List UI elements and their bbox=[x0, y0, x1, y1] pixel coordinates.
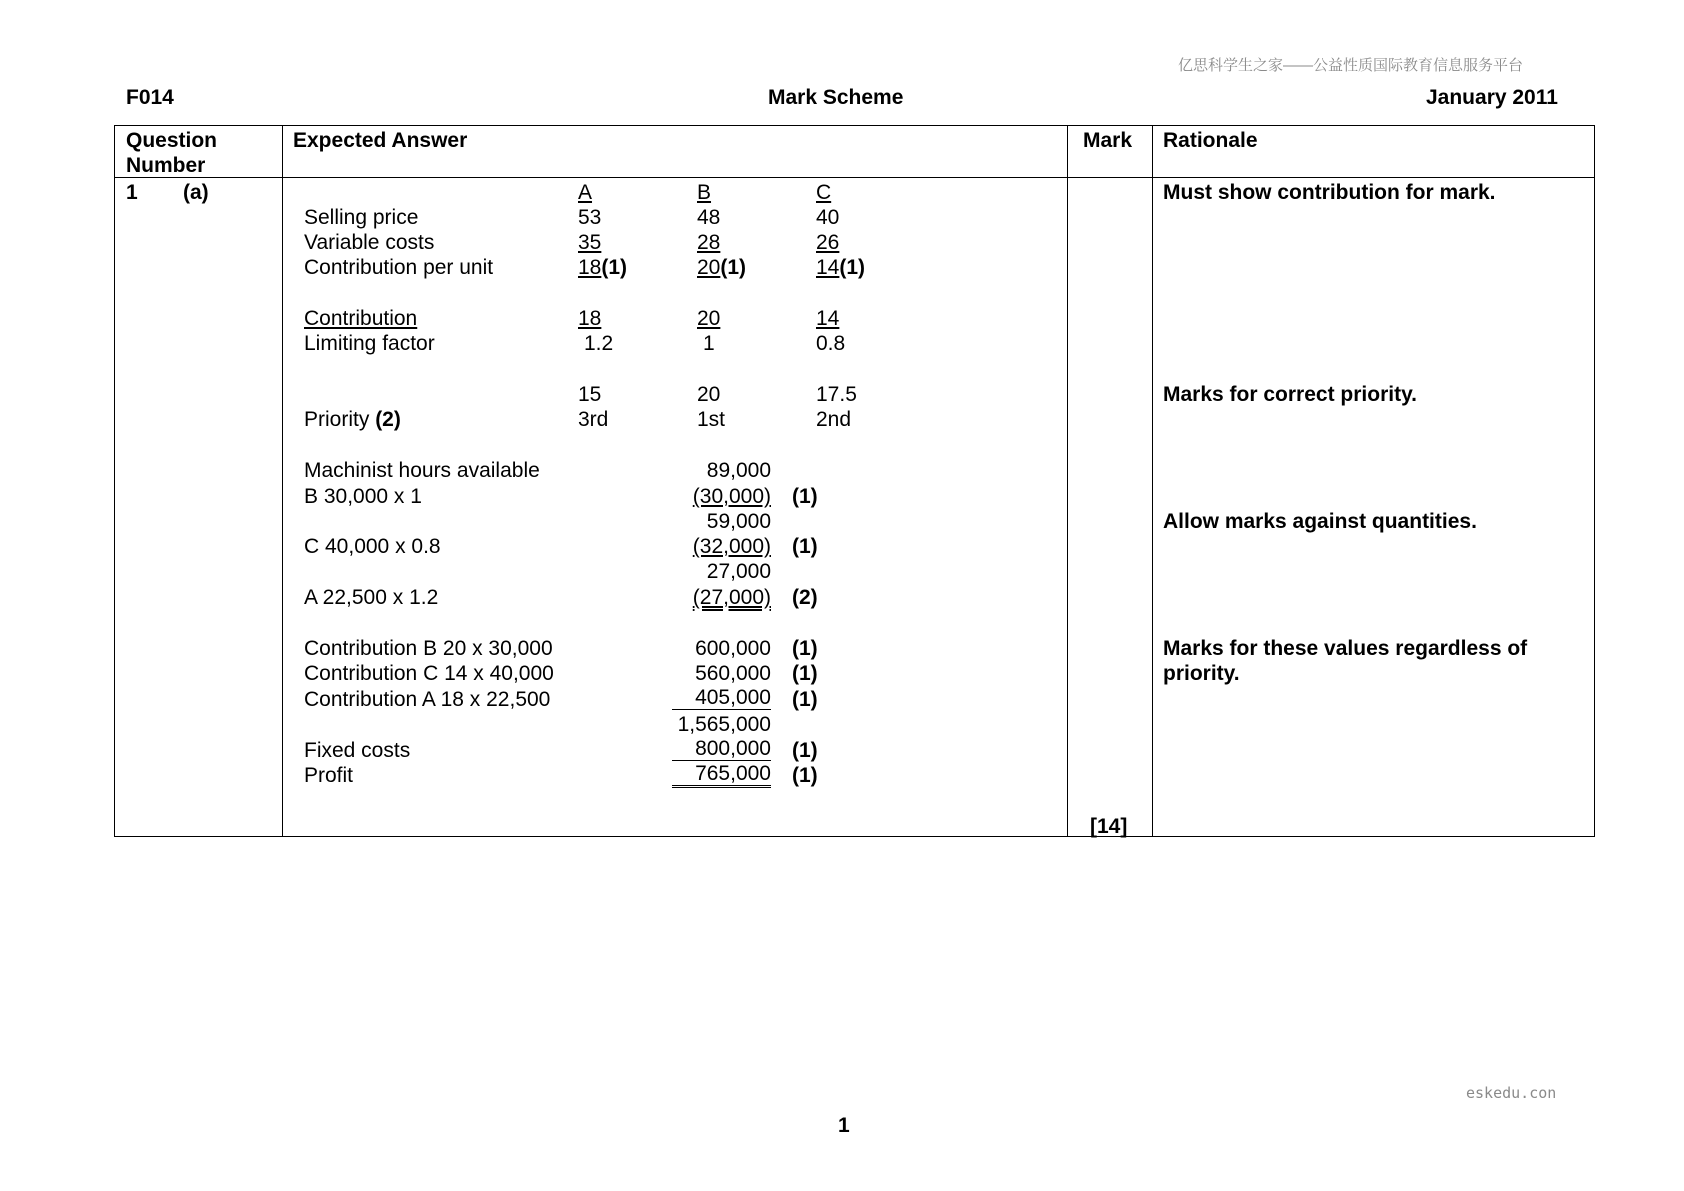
selling-price-label: Selling price bbox=[304, 206, 419, 229]
cpu-c bbox=[816, 255, 865, 280]
hours-label: Machinist hours available bbox=[304, 459, 540, 482]
profit-label: Contribution C 14 x 40,000 bbox=[304, 662, 554, 685]
rationale-3: Allow marks against quantities. bbox=[1163, 510, 1477, 533]
contribution-b: 20 bbox=[697, 307, 721, 330]
rationale-4-line2: priority. bbox=[1163, 662, 1240, 685]
contribution-label: Contribution bbox=[304, 307, 418, 330]
question-number: 1 bbox=[126, 181, 138, 204]
header-date: January 2011 bbox=[1426, 86, 1558, 109]
ratio-b: 20 bbox=[697, 383, 721, 406]
profit-label: Profit bbox=[304, 764, 354, 787]
cpu-a-value: 18 bbox=[578, 256, 602, 279]
profit-mark: (1) bbox=[792, 688, 818, 711]
col-c-header: C bbox=[816, 181, 832, 204]
col-expected-answer: Expected Answer bbox=[293, 129, 468, 152]
contribution-a: 18 bbox=[578, 307, 602, 330]
col-a-header: A bbox=[578, 181, 593, 204]
question-part: (a) bbox=[183, 181, 209, 204]
profit-label: Fixed costs bbox=[304, 739, 411, 762]
cpu-b-mark: (1) bbox=[720, 256, 747, 279]
profit-label: Contribution A 18 x 22,500 bbox=[304, 688, 551, 711]
profit-value: 1,565,000 bbox=[677, 713, 771, 736]
hours-mark: (1) bbox=[792, 485, 818, 508]
cpu-c-value: 14 bbox=[816, 256, 840, 279]
priority-label-text: Priority bbox=[304, 408, 370, 431]
header-row-divider bbox=[114, 177, 1595, 178]
hours-value: (30,000) bbox=[692, 485, 771, 508]
hours-mark: (1) bbox=[792, 535, 818, 558]
col-b-header: B bbox=[697, 181, 712, 204]
profit-mark: (1) bbox=[792, 764, 818, 787]
limiting-factor-label: Limiting factor bbox=[304, 332, 435, 355]
priority-label bbox=[304, 407, 401, 432]
selling-price-b: 48 bbox=[697, 206, 721, 229]
contribution-c: 14 bbox=[816, 307, 840, 330]
rationale-4-line1: Marks for these values regardless of bbox=[1163, 637, 1528, 660]
page-number: 1 bbox=[838, 1114, 850, 1137]
hours-value: 59,000 bbox=[706, 510, 771, 533]
profit-value: 800,000 bbox=[672, 738, 771, 761]
selling-price-a: 53 bbox=[578, 206, 602, 229]
ratio-a: 15 bbox=[578, 383, 602, 406]
hours-label: B 30,000 x 1 bbox=[304, 485, 422, 508]
profit-value: 405,000 bbox=[672, 687, 771, 710]
hours-label: C 40,000 x 0.8 bbox=[304, 535, 441, 558]
watermark-bottom: eskedu.con bbox=[1466, 1084, 1557, 1102]
cpu-label: Contribution per unit bbox=[304, 256, 494, 279]
hours-mark: (2) bbox=[792, 586, 818, 609]
hours-label: A 22,500 x 1.2 bbox=[304, 586, 439, 609]
profit-value: 560,000 bbox=[695, 662, 771, 685]
variable-costs-b: 28 bbox=[697, 231, 721, 254]
col-question: Question bbox=[126, 129, 218, 152]
variable-costs-c: 26 bbox=[816, 231, 840, 254]
profit-label: Contribution B 20 x 30,000 bbox=[304, 637, 553, 660]
profit-value: 600,000 bbox=[695, 637, 771, 660]
hours-value: (27,000) bbox=[692, 586, 771, 609]
cpu-a-mark: (1) bbox=[601, 256, 628, 279]
cpu-b bbox=[697, 255, 746, 280]
priority-a: 3rd bbox=[578, 408, 609, 431]
limiting-factor-b: 1 bbox=[703, 332, 715, 355]
priority-c: 2nd bbox=[816, 408, 852, 431]
table-divider bbox=[1152, 125, 1153, 837]
col-mark: Mark bbox=[1083, 129, 1133, 152]
table-divider bbox=[282, 125, 283, 837]
variable-costs-a: 35 bbox=[578, 231, 602, 254]
col-rationale: Rationale bbox=[1163, 129, 1258, 152]
cpu-b-value: 20 bbox=[697, 256, 721, 279]
profit-mark: (1) bbox=[792, 637, 818, 660]
hours-value: 89,000 bbox=[706, 459, 771, 482]
limiting-factor-c: 0.8 bbox=[816, 332, 846, 355]
table-divider bbox=[1067, 125, 1068, 837]
header-title: Mark Scheme bbox=[768, 86, 904, 109]
profit-mark: (1) bbox=[792, 662, 818, 685]
ratio-c: 17.5 bbox=[816, 383, 857, 406]
cpu-a bbox=[578, 255, 627, 280]
rationale-2: Marks for correct priority. bbox=[1163, 383, 1418, 406]
priority-mark: (2) bbox=[375, 408, 401, 431]
hours-value: (32,000) bbox=[692, 535, 771, 558]
limiting-factor-a: 1.2 bbox=[584, 332, 614, 355]
cpu-c-mark: (1) bbox=[839, 256, 866, 279]
variable-costs-label: Variable costs bbox=[304, 231, 435, 254]
priority-b: 1st bbox=[697, 408, 726, 431]
selling-price-c: 40 bbox=[816, 206, 840, 229]
header-code: F014 bbox=[126, 86, 174, 109]
watermark-top: 亿思科学生之家——公益性质国际教育信息服务平台 bbox=[1178, 57, 1524, 74]
total-mark: [14] bbox=[1090, 815, 1128, 838]
col-number: Number bbox=[126, 154, 206, 177]
rationale-1: Must show contribution for mark. bbox=[1163, 181, 1496, 204]
hours-value: 27,000 bbox=[706, 560, 771, 583]
profit-value: 765,000 bbox=[672, 763, 771, 788]
profit-mark: (1) bbox=[792, 739, 818, 762]
